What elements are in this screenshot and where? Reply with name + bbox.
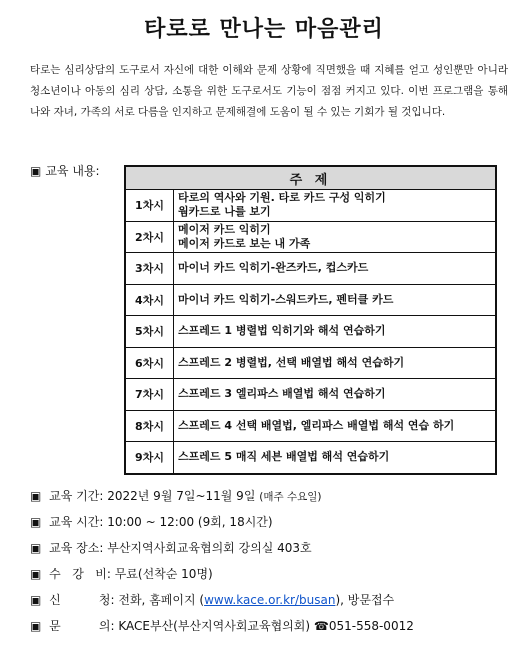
session-topic [174, 410, 497, 442]
session-topic [174, 190, 497, 222]
table-row [125, 379, 496, 411]
bullet-square-icon: ▣ [30, 541, 42, 555]
table-row [125, 284, 496, 316]
session-number: 6차시 [125, 347, 174, 379]
table-row [125, 347, 496, 379]
session-number: 4차시 [125, 284, 174, 316]
topic-line: 스프레드 1 병렬법 익히기와 해석 연습하기 [178, 324, 386, 338]
place-value: 부산지역사회교육협의회 강의실 403호 [107, 541, 312, 555]
topic-line: 웜카드로 나를 보기 [178, 205, 271, 219]
apply-prefix: 전화, 홈페이지 ( [118, 593, 205, 607]
period-label: 교육 기간: [49, 489, 104, 503]
topic-line: 마이너 카드 익히기-완즈카드, 컵스카드 [178, 261, 369, 275]
session-number: 5차시 [125, 316, 174, 348]
time-row [30, 513, 273, 530]
session-number: 2차시 [125, 221, 174, 253]
table-header: 주 제 [125, 166, 496, 190]
topic-line: 메이저 카드 익히기 [178, 222, 271, 236]
table-row [125, 442, 496, 474]
fee-row [30, 565, 213, 582]
period-value: 2022년 9월 7일~11월 9일 [107, 489, 256, 503]
intro-paragraph: 타로는 심리상담의 도구로서 자신에 대한 이해와 문제 상황에 직면했을 때 지혜를 얻고 성인뿐만 아니라 청소년이나 아동의 심리 상담, 소통을 위한 도구로서도 기능이 점점 커지고 있다. 이번 프로그램을 통해 나와 자녀, 가족의 서로 다름을 인지하고 문제해결에 도움이 될 수 있는 기회가 될 것입니다. [30, 64, 508, 118]
bullet-square-icon: ▣ [30, 619, 42, 633]
topic-line: 타로의 역사와 기원. 타로 카드 구성 익히기 [178, 191, 386, 205]
table-row [125, 410, 496, 442]
content-label-text: 교육 내용: [45, 164, 100, 178]
topic-line: 스프레드 2 병렬법, 선택 배열법 해석 연습하기 [178, 355, 405, 369]
table-row [125, 221, 496, 253]
fee-label: 수 강 비: [49, 567, 111, 581]
session-topic [174, 253, 497, 285]
apply-suffix: ), 방문접수 [335, 593, 395, 607]
topic-line: 마이너 카드 익히기-스워드카드, 펜터클 카드 [178, 292, 394, 306]
contact-org: KACE부산(부산지역사회교육협의회) [118, 619, 311, 633]
contact-row [30, 617, 414, 634]
session-topic [174, 221, 497, 253]
table-row [125, 253, 496, 285]
time-value: 10:00 ~ 12:00 (9회, 18시간) [107, 515, 273, 529]
session-topic [174, 347, 497, 379]
session-number: 8차시 [125, 410, 174, 442]
topic-line: 메이저 카드로 보는 내 가족 [178, 236, 311, 250]
apply-row [30, 591, 394, 608]
page-title: 타로로 만나는 마음관리 [144, 17, 384, 42]
topic-line: 스프레드 4 선택 배열법, 엘리파스 배열법 해석 연습 하기 [178, 418, 455, 432]
session-number: 1차시 [125, 190, 174, 222]
bullet-square-icon: ▣ [30, 164, 42, 178]
apply-label: 신 청: [49, 593, 115, 607]
time-label: 교육 시간: [49, 515, 104, 529]
contact-label: 문 의: [49, 619, 115, 633]
session-topic [174, 379, 497, 411]
topic-line: 스프레드 5 매직 세븐 배열법 해석 연습하기 [178, 450, 390, 464]
fee-value: 무료(선착순 10명) [114, 567, 213, 581]
bullet-square-icon: ▣ [30, 567, 42, 581]
bullet-square-icon: ▣ [30, 515, 42, 529]
homepage-link[interactable]: www.kace.or.kr/busan [204, 593, 336, 607]
schedule-table [124, 165, 497, 475]
bullet-square-icon: ▣ [30, 593, 42, 607]
session-topic [174, 284, 497, 316]
session-topic [174, 442, 497, 474]
contact-phone: ☎051-558-0012 [313, 619, 414, 633]
session-number: 9차시 [125, 442, 174, 474]
session-topic [174, 316, 497, 348]
session-number: 3차시 [125, 253, 174, 285]
content-label [30, 162, 100, 179]
session-number: 7차시 [125, 379, 174, 411]
topic-line: 스프레드 3 엘리파스 배열법 해석 연습하기 [178, 387, 386, 401]
place-label: 교육 장소: [49, 541, 104, 555]
bullet-square-icon: ▣ [30, 489, 42, 503]
table-row [125, 190, 496, 222]
table-row [125, 316, 496, 348]
period-row [30, 487, 321, 504]
place-row [30, 539, 312, 556]
period-note: (매주 수요일) [259, 491, 322, 503]
